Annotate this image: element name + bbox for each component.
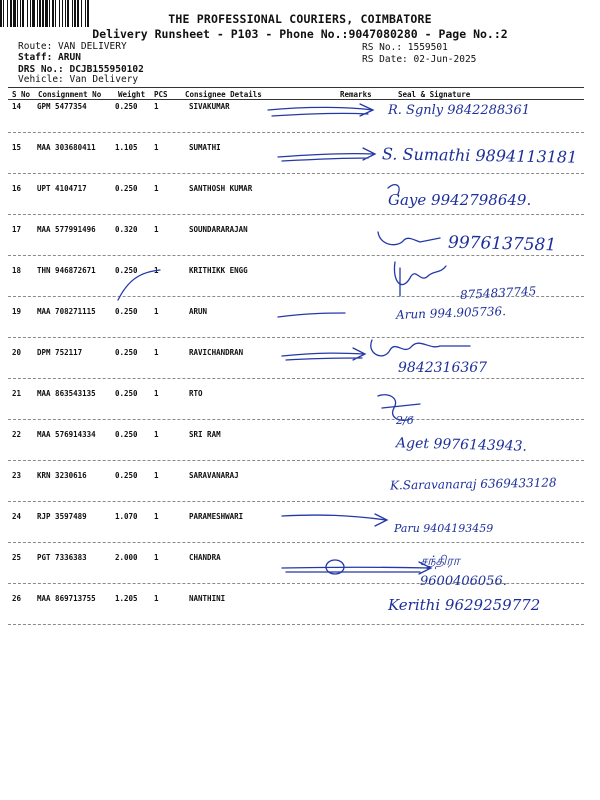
cell-sno: 17: [12, 225, 22, 234]
row-16-signature: Gaye 9942798649.: [388, 191, 532, 209]
drs-number: DRS No.: DCJB155950102: [18, 64, 144, 75]
arrow-row-25: [282, 562, 431, 574]
table-top-rule: [8, 87, 584, 88]
cell-consignee: RTO: [189, 389, 203, 398]
col-header-seal-signature: Seal & Signature: [398, 90, 471, 99]
row-divider: [8, 132, 584, 133]
col-header-remarks: Remarks: [340, 90, 372, 99]
row-14-signature: R. Sgnly 9842288361: [388, 103, 530, 118]
cell-weight: 1.105: [115, 143, 138, 152]
rs-date: RS Date: 02-Jun-2025: [362, 54, 477, 65]
cell-sno: 20: [12, 348, 22, 357]
row-23-signature: K.Saravanaraj 6369433128: [389, 475, 557, 493]
cell-weight: 0.250: [115, 102, 138, 111]
cell-pcs: 1: [154, 471, 159, 480]
row-26-signature: Kerithi 9629259772: [388, 596, 541, 614]
cell-consignment-no: THN 946872671: [37, 266, 96, 275]
cell-consignee: PARAMESHWARI: [189, 512, 244, 521]
cell-consignee: SIVAKUMAR: [189, 102, 230, 111]
sig-row-18: [394, 262, 446, 296]
cell-consignment-no: MAA 577991496: [37, 225, 96, 234]
cell-consignee: SOUNDARARAJAN: [189, 225, 248, 234]
row-22-signature: Aget 9976143943.: [395, 435, 528, 455]
cell-sno: 15: [12, 143, 22, 152]
sig-row-20: [371, 340, 470, 356]
staff-label: Staff: ARUN: [18, 52, 81, 63]
cell-sno: 18: [12, 266, 22, 275]
cell-consignment-no: MAA 869713755: [37, 594, 96, 603]
cell-pcs: 1: [154, 512, 159, 521]
cell-consignee: ARUN: [189, 307, 208, 316]
cell-consignee: SANTHOSH KUMAR: [189, 184, 253, 193]
col-header-consignee: Consignee Details: [185, 90, 262, 99]
cell-consignment-no: RJP 3597489: [37, 512, 87, 521]
rs-number: RS No.: 1559501: [362, 42, 448, 53]
row-24-signature: Paru 9404193459: [394, 522, 494, 535]
cell-sno: 25: [12, 553, 22, 562]
row-15-signature: S. Sumathi 9894113181: [381, 144, 578, 167]
cell-consignment-no: MAA 708271115: [37, 307, 96, 316]
row-divider: [8, 214, 584, 215]
cell-consignment-no: KRN 3230616: [37, 471, 87, 480]
vehicle-label: Vehicle: Van Delivery: [18, 74, 139, 85]
row-20-signature: 9842316367: [398, 360, 488, 376]
cell-weight: 0.250: [115, 184, 138, 193]
cell-pcs: 1: [154, 143, 159, 152]
row-divider: [8, 542, 584, 543]
cell-sno: 14: [12, 102, 22, 111]
sig-row-17: [378, 232, 440, 245]
cell-sno: 26: [12, 594, 22, 603]
cell-weight: 2.000: [115, 553, 138, 562]
cell-sno: 24: [12, 512, 22, 521]
cell-pcs: 1: [154, 184, 159, 193]
company-title: THE PROFESSIONAL COURIERS, COIMBATORE: [168, 12, 432, 26]
arrow-row-15: [278, 148, 375, 161]
cell-pcs: 1: [154, 348, 159, 357]
cell-consignment-no: UPT 4104717: [37, 184, 87, 193]
cell-consignee: SUMATHI: [189, 143, 221, 152]
cell-sno: 19: [12, 307, 22, 316]
col-header-sno: S No: [12, 90, 31, 99]
cell-weight: 0.250: [115, 471, 138, 480]
cell-pcs: 1: [154, 225, 159, 234]
cell-sno: 21: [12, 389, 22, 398]
cell-weight: 0.250: [115, 307, 138, 316]
row-17-signature: 9976137581: [447, 232, 557, 256]
cell-consignee: CHANDRA: [189, 553, 221, 562]
cell-weight: 0.250: [115, 266, 138, 275]
row-18-signature: 8754837745: [459, 284, 537, 302]
row-divider: [8, 378, 584, 379]
cell-sno: 22: [12, 430, 22, 439]
cell-pcs: 1: [154, 389, 159, 398]
cell-consignment-no: GPM 5477354: [37, 102, 87, 111]
cell-weight: 0.320: [115, 225, 138, 234]
cell-consignment-no: MAA 576914334: [37, 430, 96, 439]
circle-row-25: [326, 560, 344, 574]
row-19-signature: Arun 994.905736.: [395, 304, 507, 322]
cell-sno: 23: [12, 471, 22, 480]
cell-pcs: 1: [154, 553, 159, 562]
runsheet-subtitle: Delivery Runsheet - P103 - Phone No.:9047080280 - Page No.:2: [92, 27, 508, 41]
arrow-row-14: [268, 104, 373, 116]
arrow-row-20: [282, 348, 365, 360]
row-divider: [8, 460, 584, 461]
cell-pcs: 1: [154, 430, 159, 439]
row-25-signature: சந்திரா 9600406056.: [420, 554, 507, 589]
row-divider: [8, 173, 584, 174]
cell-pcs: 1: [154, 594, 159, 603]
cell-pcs: 1: [154, 102, 159, 111]
cell-consignee: NANTHINI: [189, 594, 226, 603]
cell-consignment-no: DPM 752117: [37, 348, 83, 357]
cell-weight: 1.070: [115, 512, 138, 521]
cell-pcs: 1: [154, 266, 159, 275]
row-divider: [8, 255, 584, 256]
cell-consignee: SARAVANARAJ: [189, 471, 239, 480]
cell-weight: 0.250: [115, 348, 138, 357]
cell-consignee: SRI RAM: [189, 430, 221, 439]
row-21-signature: 2/6: [396, 414, 414, 427]
cell-consignee: KRITHIKK ENGG: [189, 266, 248, 275]
row-divider: [8, 419, 584, 420]
row-divider: [8, 337, 584, 338]
cell-consignment-no: PGT 7336383: [37, 553, 87, 562]
col-header-consignment: Consignment No: [38, 90, 102, 99]
cell-weight: 0.250: [115, 389, 138, 398]
cell-consignment-no: MAA 863543135: [37, 389, 96, 398]
cell-consignment-no: MAA 303680411: [37, 143, 96, 152]
row-divider: [8, 624, 584, 625]
cell-weight: 1.205: [115, 594, 138, 603]
route-label: Route: VAN DELIVERY: [18, 41, 127, 52]
cell-sno: 16: [12, 184, 22, 193]
col-header-weight: Weight: [118, 90, 146, 99]
row-divider: [8, 501, 584, 502]
cell-weight: 0.250: [115, 430, 138, 439]
cell-pcs: 1: [154, 307, 159, 316]
table-header-rule: [8, 99, 584, 100]
arrow-row-19: [278, 313, 345, 317]
col-header-pcs: PCS: [154, 90, 168, 99]
arrow-row-24: [282, 514, 387, 526]
cell-consignee: RAVICHANDRAN: [189, 348, 244, 357]
